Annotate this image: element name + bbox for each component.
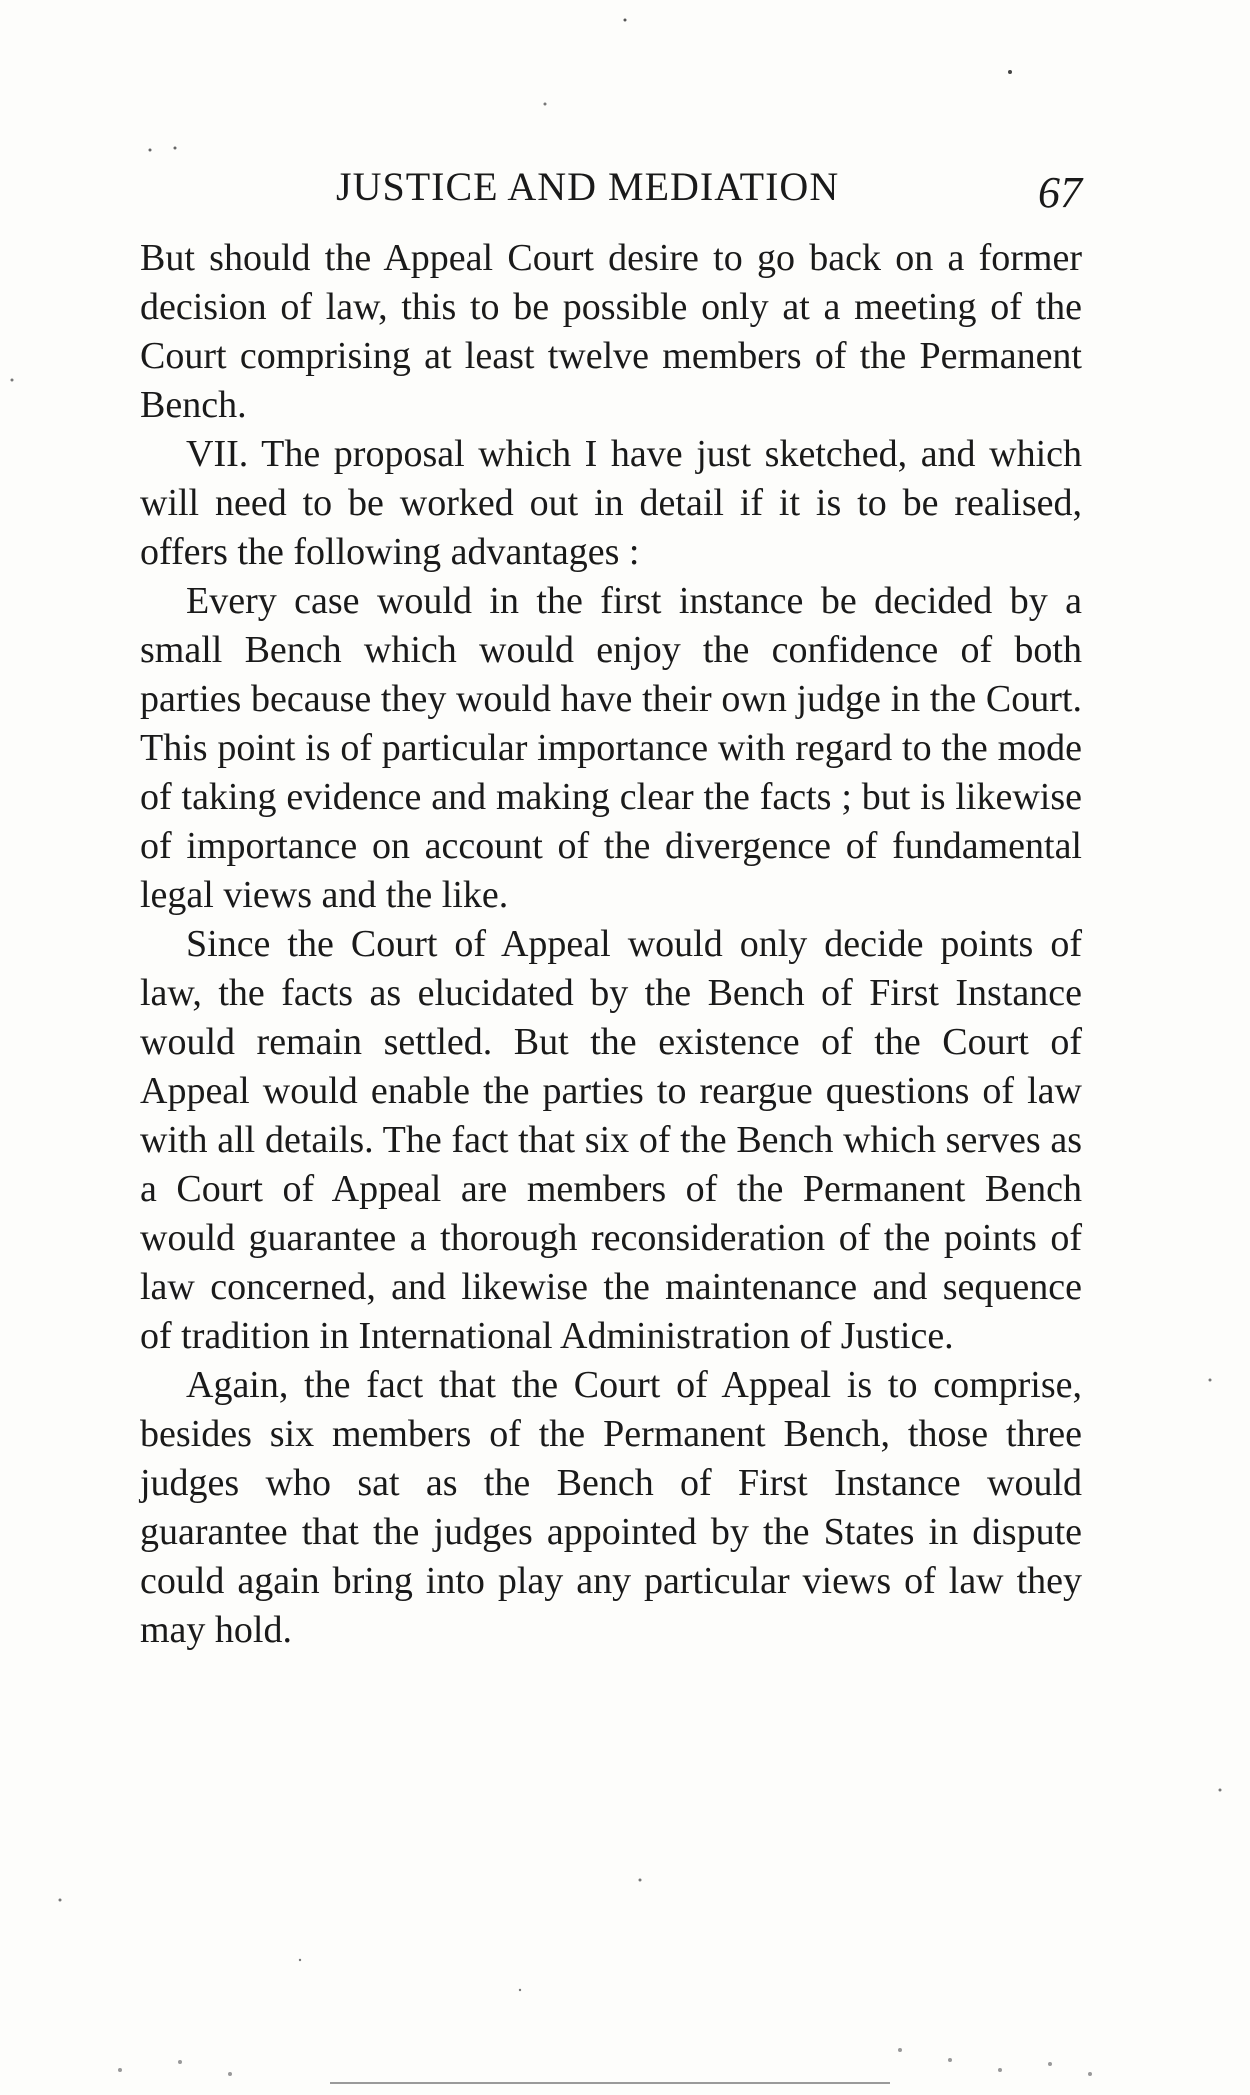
paragraph: But should the Appeal Court desire to go back on a former decision of law, this to be possible only at a meeting of the Court comprising at least twelve members of the Permanent Bench. [140,237,1082,426]
running-head [140,163,1082,223]
paragraph: Again, the fact that the Court of Appeal is to comprise, besides six members of the Permanent Bench, those three judges who sat as the Bench of First Instance would guarantee that the judges appointed by the States in dispute could again bring into play any particular views of law they may hold. [140,1364,1082,1651]
paragraph: VII. The proposal which I have just sketched, and which will need to be worked out in detail if it is to be realised, offers the following advantages : [140,433,1082,573]
page-number: 67 [1038,168,1082,217]
page-bottom-edge [330,2082,890,2084]
paragraph: Since the Court of Appeal would only decide points of law, the facts as elucidated by the Bench of First Instance would remain settled. But the existence of the Court of Appeal would enable the parties to reargue questions of law with all details. The fact that six of the Bench which serves as a Court of Appeal are members of the Permanent Bench would guarantee a thorough reconsideration of the points of law concerned, and likewise the maintenance and sequence of tradition in International Administration of Justice. [140,923,1082,1357]
paragraph: Every case would in the first instance be decided by a small Bench which would enjoy the confidence of both parties because they would have their own judge in the Court. This point is of particular importance with regard to the mode of taking evidence and making clear the facts ; but is likewise of importance on account of the divergence of fundamental legal views and the like. [140,580,1082,916]
body-text [140,234,1082,1655]
running-title: JUSTICE AND MEDIATION [336,164,840,209]
